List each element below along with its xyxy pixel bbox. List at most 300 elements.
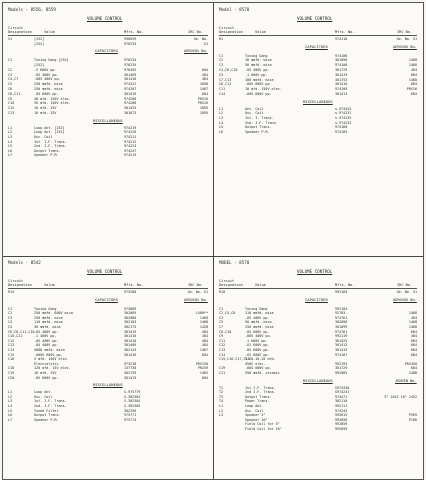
cell-mfrs: 930929 [124,37,137,41]
cell-value: Osc. Coil [245,111,264,116]
header-mfrs: Mfrs. No. [335,283,355,287]
cell-circuit: L2 [219,111,224,116]
cell-value: .0005 600V pp. [34,352,63,357]
cell-irc: 484 [410,315,417,320]
cell-circuit: L5 [8,408,13,413]
cell-circuit: C3 [219,315,224,320]
cell-mfrs: 974160 [335,125,348,130]
cell-irc: 684 [410,72,417,77]
cell-irc: 684 [410,343,417,348]
header-irc: IRC No. [188,30,204,34]
cell-irc: 484 [201,338,208,343]
cell-circuit: L1 [8,390,13,395]
quadrant-bottom-left [6,259,212,477]
section-title-capacitors: CAPACITORS [305,296,328,302]
cell-value: [252] [34,41,45,46]
cell-value: .5 600V pp. [34,67,57,72]
table-row [8,418,208,423]
document-page [2,2,424,480]
header-value: Value [44,283,55,287]
cell-mfrs: 974108 [335,63,348,68]
cell-mfrs: 301099 [335,325,348,329]
cell-irc: 1468 [408,77,417,82]
cell-mfrs: s-974235 [335,116,352,120]
cell-circuit: C15,C16,C17,C18 [219,357,250,362]
cell-mfrs: 137730 [124,366,137,371]
cell-value: .005 600V pp. [245,366,272,371]
cell-mfrs: 302759 [124,371,137,375]
cell-irc: PRS150 [195,361,208,366]
cell-mfrs: 974208 [124,101,137,106]
cell-value: 1st. I.F. Trans. [34,139,67,144]
cell-irc: 684 [410,338,417,343]
cell-mfrs: 992193 [335,361,348,366]
cell-circuit: C8,C11 [8,91,21,96]
cell-value: .02 600V pp. [245,352,270,357]
table-row [219,130,417,135]
cell-circuit: L2 [219,408,224,413]
vertical-divider [213,3,214,479]
cell-irc: 1488 [408,371,417,375]
cell-circuit: V1 [8,37,13,41]
cell-circuit: C2 [8,67,13,72]
cell-circuit: C20 [8,375,15,380]
header-circuit: Circuit Designation [8,279,32,288]
cell-mfrs: 301425 [335,338,348,343]
cell-value: 20 mfd. 150V elec. [34,101,71,106]
cell-circuit: C14 [219,92,226,96]
cell-value: .05 400V pp. [34,329,59,334]
table-row [8,290,208,295]
cell-value: Output Trans. [34,148,61,153]
cell-mfrs: 976455 [124,67,137,72]
cell-value: [252] [34,37,45,41]
section-title-volume-control: VOLUME CONTROL [297,269,333,274]
cell-mfrs: 301409 [124,343,137,348]
cell-value: .1 400V pp. [34,334,57,339]
cell-value: 450V elec. [245,361,266,366]
cell-circuit: C5 [219,72,224,77]
header-circuit: Circuit Designation [8,26,32,35]
header-value: Value [44,30,55,34]
cell-mfrs: 992169 [335,290,348,294]
cell-mfrs: 301673 [124,111,137,115]
cell-mfrs: S-302305 [124,404,141,408]
cell-value: 50 mmfd. mica [245,63,272,68]
quadrant-top-right [217,6,421,254]
cell-value: Ant. Coil [245,106,264,111]
model-label: MODEL - 8570 [219,260,250,265]
cell-circuit: C10,C21 [8,334,23,339]
cell-circuit: C9 [219,334,224,339]
cell-mfrs: 974208 [124,96,137,101]
cell-mfrs: 302090 [335,320,348,325]
cell-irc: PRS16 [197,96,208,101]
cell-mfrs: 301753 [335,77,348,82]
cell-value: Output Trans. [34,413,61,418]
brand-header-misc: JENSEN No. [395,378,417,383]
cell-circuit: L3 [8,135,13,139]
cell-mfrs: 975771 [124,413,137,418]
cell-circuit: L1 [8,125,13,130]
cell-circuit: C19 [8,371,15,375]
cell-value: 1st. I. Trans. [245,116,274,120]
cell-value: 110 mmfd. mica [245,311,274,316]
cell-mfrs: 301419 [124,91,137,96]
cell-value: 2nd. I.F. Trans. [34,404,67,408]
cell-value: 100 mmfd. mica [245,77,274,82]
cell-mfrs: 301096 [335,58,348,63]
cell-circuit: C3 [8,72,13,77]
header-irc: IRC No. [397,283,413,287]
cell-mfrs: 301410 [124,338,137,343]
brand-header: AEROVOX No. [393,297,417,302]
cell-irc: 684 [410,366,417,371]
cell-value: Field Coil for 5" [245,422,280,427]
cell-circuit: C3 [219,63,224,68]
section-title-miscellaneous: MISCELLANEOUS [93,117,123,123]
cell-value: .05 600V pp. [34,375,59,380]
cell-mfrs: 974220 [124,130,137,135]
cell-irc: 484 [410,334,417,339]
table-row [8,376,208,381]
cell-irc: 684 [410,348,417,352]
table-row [8,42,208,47]
header-irc: IRC No. [188,283,204,287]
cell-irc: 684 [410,352,417,357]
cell-irc: 684 [410,92,417,96]
cell-value: .005 600V pp. [245,92,272,96]
cell-value: Tuning Gang [245,306,268,311]
cell-value: 1st I.F. Trans. [245,385,276,390]
cell-mfrs: 301409 [124,72,137,77]
cell-mfrs: 974211 [124,135,137,139]
cell-mfrs: 974761 [335,315,348,320]
cell-mfrs: 992859 [335,422,348,427]
cell-mfrs: 975208 [124,290,137,294]
cell-circuit: C6,C8,C11,C16 [8,329,35,334]
cell-circuit: L3 [8,399,13,404]
cell-mfrs: 302143 [124,348,137,352]
cell-circuit: L4 [8,404,13,408]
cell-value: 250 mmfd. mica [245,325,274,329]
horizontal-divider [3,256,423,257]
cell-value: Tuning Gang [34,306,57,311]
cell-circuit: L2 [8,130,13,135]
header-value: Value [255,283,266,287]
cell-circuit: C8,C12 [219,82,232,87]
cell-mfrs: S-302303 [124,394,141,399]
cell-mfrs: S974330 [335,385,350,390]
cell-circuit: L7 [8,153,13,158]
model-label: Model - 8570 [219,7,250,12]
cell-value: Loop Ant. [245,404,264,408]
cell-value: .005 600V pp. [245,82,272,87]
cell-value: 10 mfd. 25V [34,111,57,115]
cell-value: Electrolytic [34,361,59,366]
brand-header: AEROVOX No. [184,297,208,302]
cell-mfrs: 301729 [335,366,348,371]
cell-irc: 1895 [199,106,208,111]
cell-mfrs: 973218 [124,361,137,366]
cell-mfrs: 974761 [335,329,348,334]
cell-circuit: C5 [8,325,13,329]
cell-circuit: R1 [219,37,224,41]
cell-value: .05 400V pp. [245,315,270,320]
cell-irc: 484 [201,72,208,77]
cell-circuit: C13 [8,343,15,348]
cell-mfrs: 992085 [335,371,348,375]
cell-mfrs: 974247 [124,148,137,153]
cell-circuit: L1 [219,404,224,408]
cell-mfrs: S-975779 [124,390,141,395]
cell-mfrs: 301419 [124,375,137,380]
cell-irc: 1468 [199,320,208,325]
cell-mfrs: 992859 [335,427,348,431]
cell-mfrs: 974245 [335,408,348,413]
model-label: Models - 8542 [8,260,41,265]
table-row [8,111,208,116]
cell-value: Osc. Coil [245,408,264,413]
cell-value: Loop Ant. [252] [34,130,65,135]
cell-circuit: L4 [219,120,224,125]
cell-irc: 51 [203,41,208,46]
cell-value: 10 mfd. 25V [34,371,57,375]
cell-mfrs: 975089 [124,306,137,311]
cell-mfrs: 301416 [124,77,137,82]
cell-irc: 1468 [408,58,417,63]
cell-irc: 484 [201,343,208,348]
cell-value: .05 400V pp. [245,68,270,72]
table-row [8,153,208,158]
cell-circuit: C7,C13 [219,77,232,82]
cell-value: 110 mmfd. mica [34,320,63,325]
cell-mfrs: 974105 [335,129,348,134]
cell-irc: 1468** [195,311,208,316]
cell-mfrs: 302103 [124,320,137,325]
cell-circuit: L3 [219,116,224,120]
cell-mfrs: 992104 [335,306,348,311]
cell-irc: PR259 [197,366,208,371]
cell-mfrs: 302089 [124,311,137,316]
cell-mfrs: 974219 [124,125,137,130]
cell-circuit: C4,C6,C10 [219,68,238,72]
cell-irc: 1658 [199,82,208,87]
cell-circuit: C4,C7 [8,77,19,82]
cell-circuit: C11 [219,338,226,343]
cell-value: .01 600V pp. [245,343,270,348]
cell-mfrs: 974107 [335,352,348,357]
cell-mfrs: 976233 [124,41,137,46]
cell-irc: 684 [410,329,417,334]
cell-mfrs: 992815 [335,413,348,418]
cell-mfrs: 302110 [335,399,348,404]
cell-circuit: L1 [219,106,224,111]
quadrant-top-left [6,6,212,254]
cell-irc: 1468 [408,311,417,316]
section-title-miscellaneous: MISCELLANEOUS [303,98,333,104]
cell-irc: Ge. No. 51 [396,37,417,41]
cell-mfrs: 992119 [335,334,348,339]
cell-circuit: C1 [219,306,224,311]
cell-circuit: L6 [8,148,13,153]
cell-value: 2nd. I.F. Trans. [245,120,278,125]
cell-irc: 484 [201,77,208,82]
cell-irc: Ge. No. 51 [396,290,417,294]
table-row [219,427,417,432]
cell-value: Output Trans. [245,394,272,399]
cell-circuit: L6 [8,413,13,418]
cell-value: 5 mfd. 150V elec. [34,357,69,362]
cell-value: 2nd I.F. Trans. [245,390,276,395]
cell-circuit: C14 [8,348,15,352]
cell-irc: 1468 [408,320,417,325]
cell-irc: 1468 [408,63,417,68]
cell-circuit: C2 [219,58,224,63]
cell-value: 50 mmfd. mica [245,320,272,325]
cell-mfrs: 301416 [335,82,348,87]
cell-mfrs: 301416 [124,352,137,357]
cell-mfrs: 301413 [335,343,348,348]
table-row [219,92,417,97]
section-title-volume-control: VOLUME CONTROL [87,269,123,274]
cell-mfrs: 302080 [124,315,137,320]
cell-value: 2nd. I.F. Trans. [34,144,67,149]
cell-mfrs: 976234 [124,58,137,63]
cell-circuit: C1 [8,306,13,311]
cell-value: 350 mmfd. ceramic [245,371,280,375]
cell-circuit: R10 [219,290,226,294]
cell-mfrs: 974471 [335,394,348,399]
cell-irc: PRS16 [197,101,208,106]
cell-value: 250 mmfd. mica [34,315,63,320]
cell-mfrs: 992858 [335,417,348,422]
model-label: Models - 8556, 8559 [8,7,56,12]
cell-mfrs: 974109 [335,87,348,92]
table-row [219,371,417,376]
cell-irc: 1465 [199,371,208,375]
header-circuit: Circuit Designation [219,279,243,288]
cell-value: Speaker P.M. [34,153,59,158]
cell-irc: 1468 [408,325,417,329]
table-row [219,290,417,295]
header-mfrs: Mfrs. No. [124,30,144,34]
cell-mfrs: 974106 [335,53,348,58]
cell-circuit: C8,C10 [219,329,232,334]
cell-irc: 484 [201,334,208,339]
cell-value: Tuned Filter [34,408,59,413]
cell-circuit: C10 [8,101,15,106]
cell-circuit: C19 [219,366,226,371]
cell-mfrs: 92703 [335,311,346,316]
cell-mfrs: 992111 [335,404,348,408]
cell-value: 4000 mmfd. mica [34,348,65,352]
cell-irc: 1468 [199,315,208,320]
header-mfrs: Mfrs. No. [124,283,144,287]
cell-circuit: C9 [8,96,13,101]
cell-value: .05 600V pp. [245,329,270,334]
cell-value: Output Trans. [245,125,272,130]
cell-value: .05 600V pp. [245,348,270,352]
header-rule [8,288,208,289]
cell-mfrs: 976235 [124,63,137,67]
cell-value: Tuning Gang [252] [34,58,69,63]
cell-circuit: T4 [219,399,224,404]
cell-value: Osc. Coil [34,135,53,139]
cell-irc: 1428 [199,325,208,329]
cell-mfrs: 301413 [335,92,348,96]
cell-irc: Ge. No. [193,37,208,41]
cell-mfrs: 975774 [124,417,137,422]
cell-circuit: C6 [8,87,13,91]
brand-header: AEROVOX No. [184,49,208,54]
cell-mfrs: s-974424 [335,106,352,111]
cell-value: 10 mfd. 150V elec. [245,87,282,92]
cell-mfrs: 974222 [124,82,137,87]
cell-circuit: C14 [219,352,226,357]
cell-circuit: C13 [8,111,15,115]
cell-circuit: C15 [8,352,15,357]
cell-circuit: L6 [219,129,224,134]
cell-irc: 604 [201,91,208,96]
cell-circuit: C13 [219,348,226,352]
cell-value: Power Trans. [245,399,270,404]
cell-irc: 684 [201,352,208,357]
cell-value: Speaker P.M. [34,417,59,422]
cell-value: Speaker 5" [245,413,266,418]
cell-value: 10 mmfd. mica [245,58,272,63]
brand-header: AEROVOX No. [393,44,417,49]
header-rule [8,35,208,36]
quadrant-bottom-right [217,259,421,477]
cell-value: .05 400V pp. [34,72,59,77]
cell-value: 5.20.10.20 mfd. [245,357,276,362]
cell-value: 250 mmfd. 600V mica [34,311,73,316]
cell-circuit: C2,C4,C6 [219,311,236,316]
cell-circuit: R14 [8,290,15,294]
cell-circuit: L3 [219,413,224,418]
cell-value: .05 600V pp. [34,91,59,96]
cell-value: [252] [34,63,45,67]
cell-mfrs: s-974231 [335,111,352,116]
cell-circuit: C12 [219,343,226,348]
cell-irc: 484 [410,68,417,72]
cell-mfrs: 974212 [124,139,137,144]
cell-circuit: C12 [8,338,15,343]
cell-value: Tuning Gang [245,53,268,58]
cell-value: 120 mfd. 15V elec. [34,366,71,371]
cell-value: .1 600V pp. [245,338,268,343]
cell-irc: P5R5 [408,413,417,418]
cell-circuit: C2 [8,311,13,316]
cell-circuit: L5 [8,144,13,149]
cell-value: .05 400V pp. [34,343,59,348]
cell-mfrs: 974207 [124,87,137,91]
cell-circuit: C16 [8,357,15,362]
cell-value: 30 mmfd. mica [34,325,61,329]
cell-circuit: L7 [8,417,13,422]
section-title-miscellaneous: MISCELLANEOUS [303,377,333,383]
cell-value: 10 mfd. 25V [34,106,57,111]
cell-irc: 684 [201,375,208,380]
cell-value: 250 mmfd. mica [34,87,63,91]
cell-mfrs: 301429 [124,106,137,111]
cell-irc: 1895 [199,111,208,115]
section-title-capacitors: CAPACITORS [305,43,328,49]
header-rule [219,288,417,289]
header-circuit: Circuit Designation [219,26,243,35]
cell-irc: P10R [408,417,417,422]
